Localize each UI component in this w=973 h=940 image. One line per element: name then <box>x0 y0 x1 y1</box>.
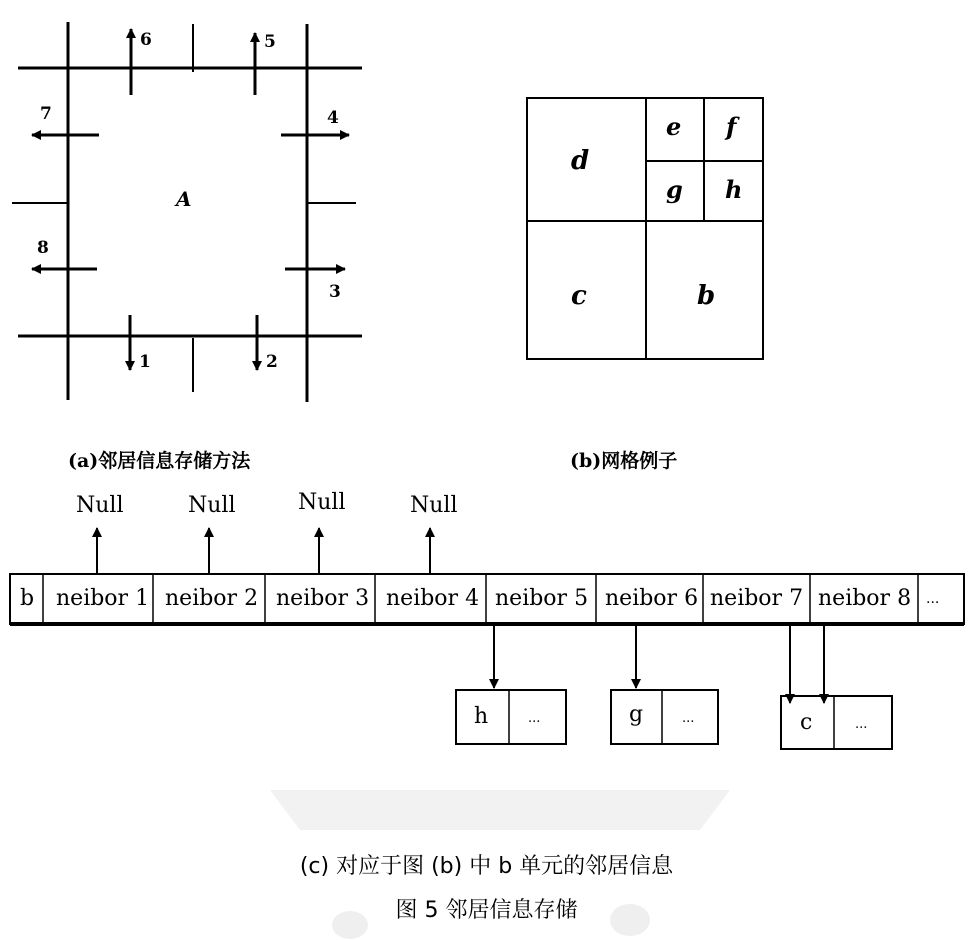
array-cell-neibor-6: neibor 6 <box>605 586 699 611</box>
panel-c-caption: (c) 对应于图 (b) 中 b 单元的邻居信息 <box>299 854 674 879</box>
panel-a-drawing <box>12 22 362 402</box>
array-cell-b: b <box>20 586 35 611</box>
cell-c-label: c <box>571 281 587 311</box>
array-cell-neibor-4: neibor 4 <box>386 586 480 611</box>
direction-label-6: 6 <box>140 30 152 50</box>
array-cell-neibor-8: neibor 8 <box>818 586 912 611</box>
panel-a-caption: (a)邻居信息存储方法 <box>68 450 251 472</box>
cell-a-label: A <box>176 187 192 211</box>
null-label-3: Null <box>298 490 346 515</box>
cell-d-label: d <box>571 146 590 176</box>
cell-b-label: b <box>697 281 716 311</box>
array-cell-neibor-7: neibor 7 <box>710 586 804 611</box>
node-c-box <box>781 696 892 749</box>
cell-h-label: h <box>725 175 743 204</box>
array-cell-neibor-2: neibor 2 <box>165 586 259 611</box>
node-c-name: c <box>800 710 813 735</box>
direction-label-2: 2 <box>266 352 278 372</box>
array-cell-neibor-1: neibor 1 <box>56 586 150 611</box>
node-h-box <box>456 690 566 744</box>
direction-label-5: 5 <box>264 32 276 52</box>
direction-label-8: 8 <box>37 238 49 258</box>
array-cell-more: ... <box>926 591 940 607</box>
node-h-name: h <box>474 704 489 729</box>
cell-e-label: e <box>666 112 682 141</box>
panel-b-caption: (b)网格例子 <box>570 450 678 472</box>
array-cell-neibor-5: neibor 5 <box>495 586 589 611</box>
null-label-1: Null <box>76 493 124 518</box>
figure-caption: 图 5 邻居信息存储 <box>395 898 578 923</box>
cell-f-label: f <box>726 112 737 141</box>
node-h-more: ... <box>528 711 541 726</box>
node-c-more: ... <box>855 717 868 732</box>
node-g-more: ... <box>682 711 695 726</box>
cell-g-label: g <box>666 175 683 204</box>
direction-label-3: 3 <box>329 282 341 302</box>
direction-label-1: 1 <box>139 352 151 372</box>
null-label-4: Null <box>410 493 458 518</box>
direction-label-4: 4 <box>327 108 339 128</box>
node-g-name: g <box>629 702 644 727</box>
null-label-2: Null <box>188 493 236 518</box>
array-cell-neibor-3: neibor 3 <box>276 586 370 611</box>
node-g-box <box>611 690 718 744</box>
direction-label-7: 7 <box>40 104 52 124</box>
